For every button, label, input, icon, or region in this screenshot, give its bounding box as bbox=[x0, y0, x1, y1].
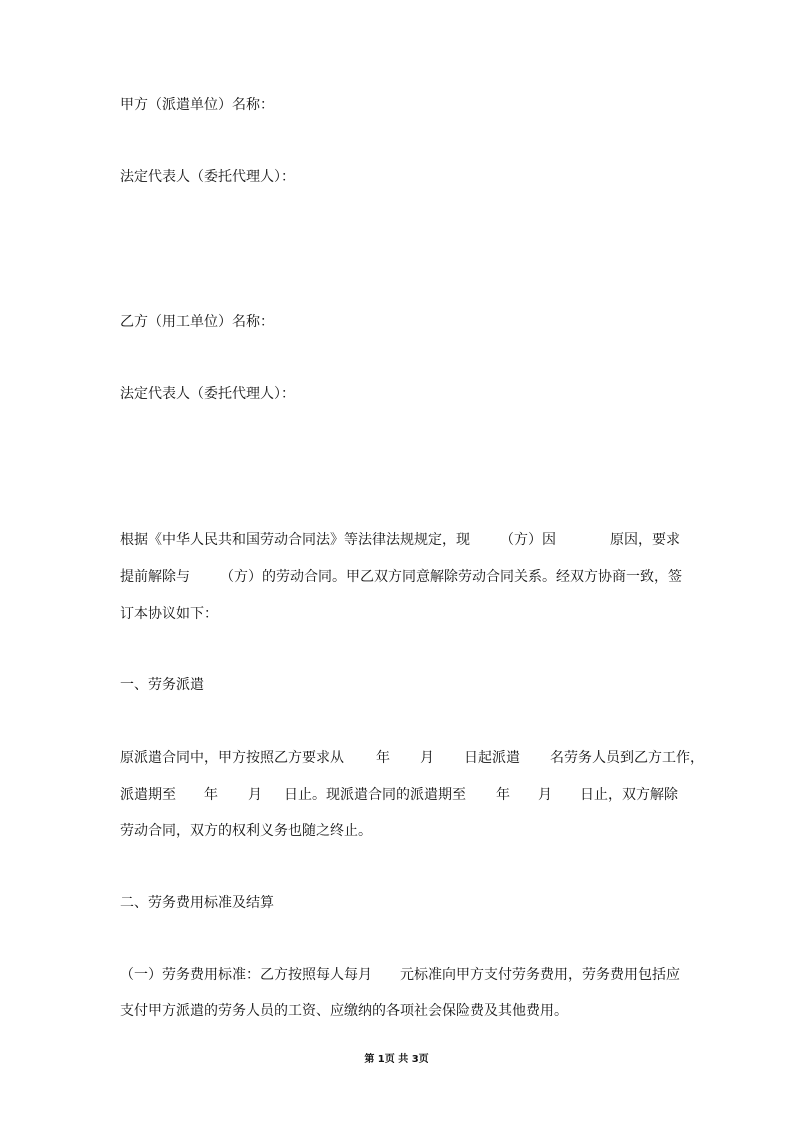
section-1-month-label: 月 bbox=[420, 750, 434, 766]
section-1-month-label: 月 bbox=[538, 787, 552, 803]
section-1-year-label: 年 bbox=[496, 787, 510, 803]
intro-line-2 bbox=[120, 568, 682, 586]
section-1-line-2-end: 日止，双方解除 bbox=[580, 787, 678, 803]
section-1-year-label: 年 bbox=[376, 750, 390, 766]
section-1-line-2 bbox=[120, 786, 678, 804]
intro-line-1-part-a: 根据《中华人民共和国劳动合同法》等法律法规规定，现 bbox=[120, 532, 470, 548]
party-a-name-label: 甲方（派遣单位）名称： bbox=[120, 97, 274, 113]
party-b-representative-label: 法定代表人（委托代理人）： bbox=[120, 386, 295, 402]
party-a-representative-label: 法定代表人（委托代理人）： bbox=[120, 169, 295, 185]
intro-line-1-part-c: 原因，要求 bbox=[610, 532, 680, 548]
intro-line-1-part-b: （方）因 bbox=[500, 532, 556, 548]
section-2-item-1-line-1 bbox=[120, 966, 680, 984]
section-2-item-1-text: （一）劳务费用标准：乙方按照每人每月 bbox=[120, 967, 372, 983]
page-number-footer: 第 1页 共 3页 bbox=[364, 1054, 429, 1065]
intro-line-3: 订本协议如下： bbox=[120, 606, 218, 622]
section-2-item-1-end: 元标准向甲方支付劳务费用，劳务费用包括应 bbox=[400, 967, 680, 983]
section-1-line-1-end: 名劳务人员到乙方工作， bbox=[550, 750, 704, 766]
section-1-day-label: 日起派遣 bbox=[464, 750, 520, 766]
section-1-line-2-middle: 日止。现派遣合同的派遣期至 bbox=[284, 787, 466, 803]
intro-line-1 bbox=[120, 531, 680, 549]
section-1-month-label: 月 bbox=[248, 787, 262, 803]
section-1-heading: 一、劳务派遣 bbox=[120, 677, 204, 693]
section-2-heading: 二、劳务费用标准及结算 bbox=[120, 895, 274, 911]
section-2-item-1-line-2: 支付甲方派遣的劳务人员的工资、应缴纳的各项社会保险费及其他费用。 bbox=[120, 1003, 568, 1019]
section-1-line-1 bbox=[120, 749, 704, 767]
intro-line-2-part-a: 提前解除与 bbox=[120, 569, 190, 585]
party-b-name-label: 乙方（用工单位）名称： bbox=[120, 314, 274, 330]
intro-line-2-part-b: （方）的劳动合同。甲乙双方同意解除劳动合同关系。经双方协商一致，签 bbox=[220, 569, 682, 585]
section-1-line-1-text: 原派遣合同中，甲方按照乙方要求从 bbox=[120, 750, 344, 766]
section-1-line-2-text: 派遣期至 bbox=[120, 787, 176, 803]
section-1-line-3: 劳动合同，双方的权利义务也随之终止。 bbox=[120, 823, 372, 839]
section-1-year-label: 年 bbox=[204, 787, 218, 803]
